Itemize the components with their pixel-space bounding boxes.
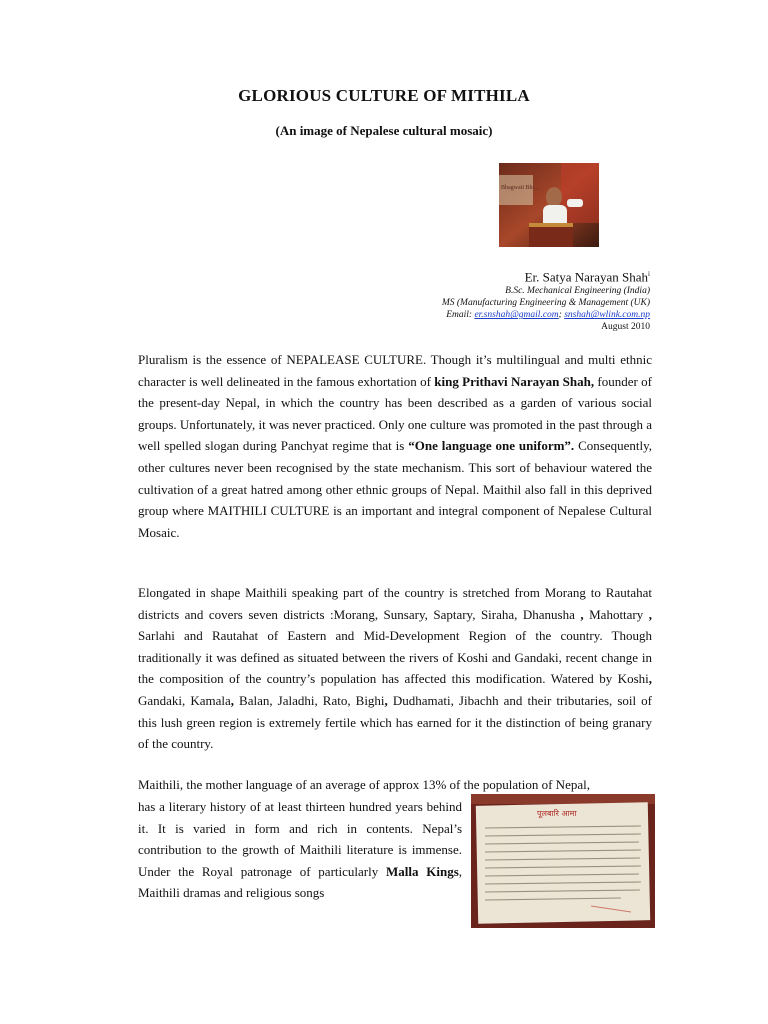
manuscript-image	[471, 794, 655, 928]
author-photo	[499, 163, 599, 247]
document-title: GLORIOUS CULTURE OF MITHILA	[238, 86, 530, 105]
photo-banner-text: Bhagwati Bhi...	[501, 185, 539, 191]
paragraph-2-bold-2: ,	[648, 606, 652, 622]
author-photo-illustration	[499, 163, 599, 247]
author-name-line	[442, 266, 650, 285]
paragraph-2-text-6: Dudhamati, Jibachh and their tributaries, soil of this lush green region is extremely fertile which has earned for it the distinction of being granary of the country.	[138, 692, 652, 752]
paragraph-1-bold-2: “One language one uniform”.	[408, 438, 575, 454]
paragraph-3-text-1: has a literary history of at least thirteen hundred years behind it. It is varied in form and rich in contents. Nepal’s contribution to the growth of Maithili literature is immense. Under the Royal patronage of particularly	[138, 799, 462, 879]
author-degree-2: MS (Manufacturing Engineering & Management (UK)	[441, 298, 650, 309]
paragraph-2	[138, 582, 652, 755]
paragraph-3-text-2: , Maithili dramas and religious songs	[138, 863, 462, 901]
paragraph-2-bold-4: ,	[230, 692, 235, 708]
footnote-mark: i	[648, 270, 650, 278]
paragraph-3-wrapped	[138, 796, 462, 904]
paragraph-1-text-3: Consequently, other cultures never been recognised by the state mechanism. This sort of behaviour watered the cultivation of a great hatred among other ethnic groups of Nepal. Maithil also fall in this deprived group where MAITHILI CULTURE is an important and integral component of Nepalese Cultural Mosaic.	[138, 438, 652, 540]
document-subtitle: (An image of Nepalese cultural mosaic)	[275, 123, 493, 138]
paragraph-2-text-3: Sarlahi and Rautahat of Eastern and Mid-Development Region of the country. Though traditionally it was defined as situated between the rivers of Koshi and Gandaki, recent change in the composition of the country’s population has affected this modification. Watered by Koshi	[138, 628, 652, 687]
paragraph-1-text-2: founder of the present-day Nepal, in which the country has been described as a garden of various social groups. Unfortunately, it was never practiced. Only one culture was promoted in the past through a well spelled slogan during Panchyat regime that is	[138, 373, 653, 454]
email-link-2[interactable]: snshah@wlink.com.np	[564, 310, 650, 321]
paragraph-2-text-5: Balan, Jaladhi, Rato, Bighi	[234, 692, 385, 708]
email-separator: ;	[558, 310, 565, 321]
paragraph-2-bold-3: ,	[648, 671, 652, 687]
paragraph-1-text-1: Pluralism is the essence of NEPALEASE CULTURE. Though it’s multilingual and multi ethnic character is well delineated in the famous exhortation of	[138, 352, 652, 389]
paragraph-2-bold-5: ,	[384, 692, 388, 708]
manuscript-illustration	[471, 794, 655, 928]
author-email-line	[442, 309, 650, 321]
author-date: August 2010	[601, 322, 650, 333]
author-name: Er. Satya Narayan Shah	[524, 269, 649, 285]
author-block	[442, 266, 650, 333]
email-label: Email:	[446, 310, 475, 321]
author-degree-1: B.Sc. Mechanical Engineering (India)	[505, 286, 650, 297]
manuscript-heading: पूलबारि आमा	[537, 809, 577, 818]
paragraph-1	[138, 349, 652, 543]
paragraph-2-bold-1: ,	[580, 606, 584, 622]
paragraph-3-bold-1: Malla Kings	[385, 863, 459, 879]
email-link-1[interactable]: er.snshah@gmail.com	[474, 310, 559, 321]
paragraph-3-first-line: Maithili, the mother language of an average of approx 13% of the population of Nepal,	[138, 777, 590, 792]
paragraph-2-text-2: Mahottary	[583, 606, 649, 622]
paragraph-1-bold-1: king Prithavi Narayan Shah,	[434, 373, 595, 389]
paragraph-2-text-4: Gandaki, Kamala	[138, 692, 231, 708]
paragraph-2-text-1: Elongated in shape Maithili speaking part of the country is stretched from Morang to Rautahat districts and covers seven districts :Morang, Sunsary, Saptary, Siraha, Dhanusha	[138, 585, 652, 622]
